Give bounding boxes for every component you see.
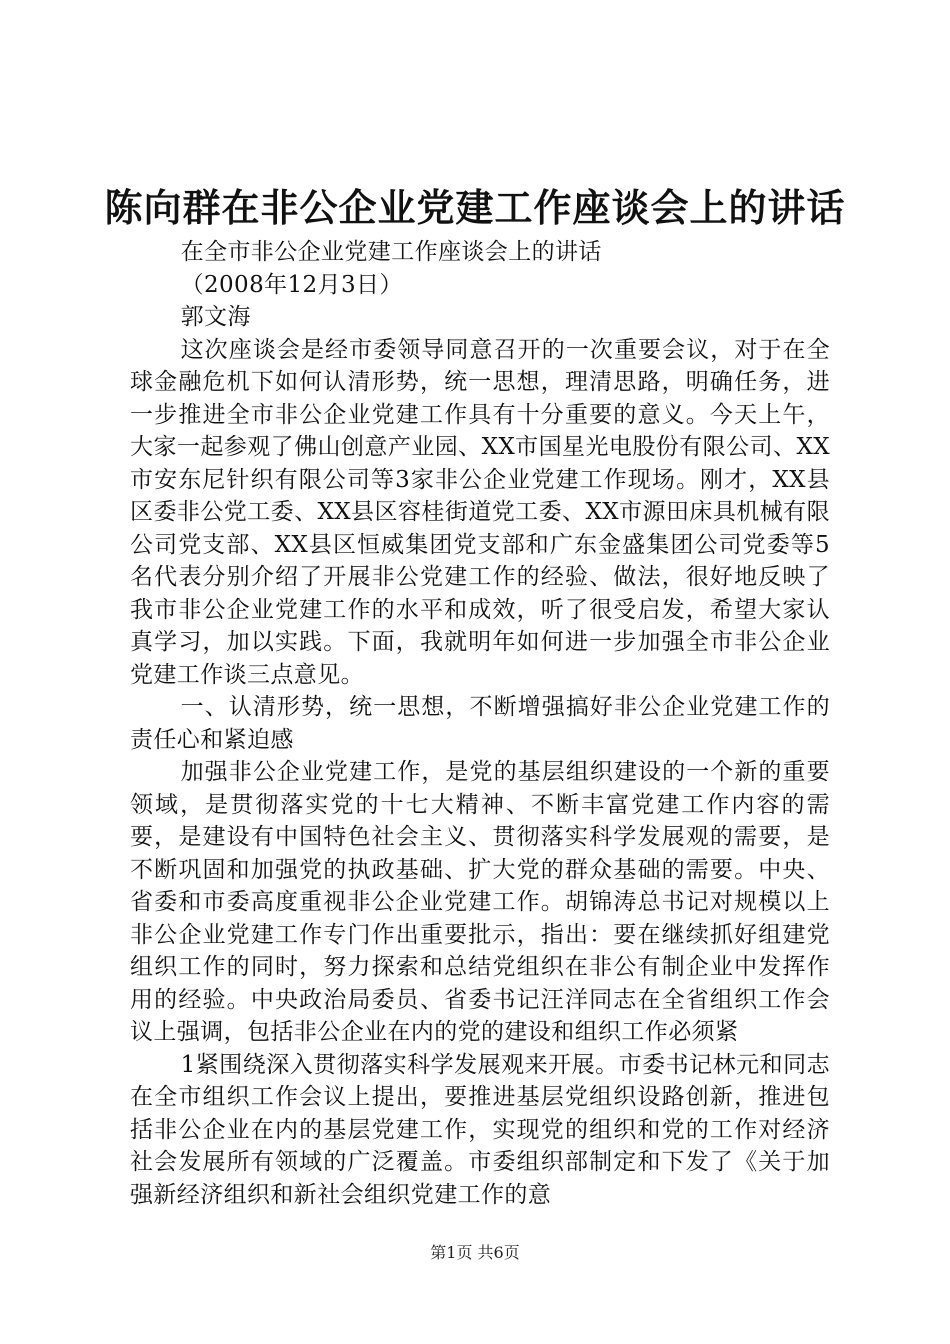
body-paragraph: 1紧围绕深入贯彻落实科学发展观来开展。市委书记林元和同志在全市组织工作会议上提出，要推进基层党组织设路创新，推进包括非公企业在内的基层党建工作，实现党的组织和党的工作对经济社会发展所有领域的广泛覆盖。市委组织部制定和下发了《关于加强新经济组织和新社会组织党建工作的意	[130, 1051, 830, 1208]
section-heading: 一、认清形势，统一思想，不断增强搞好非公企业党建工作的责任心和紧迫感	[130, 694, 830, 753]
document-subtitle: 在全市非公企业党建工作座谈会上的讲话	[180, 239, 602, 265]
document-title: 陈向群在非公企业党建工作座谈会上的讲话	[104, 185, 846, 230]
document-body	[130, 236, 830, 1211]
body-paragraph: 这次座谈会是经市委领导同意召开的一次重要会议，对于在全球金融危机下如何认清形势，统一思想，理清思路，明确任务，进一步推进全市非公企业党建工作具有十分重要的意义。今天上午，大家一起参观了佛山创意产业园、XX市国星光电股份有限公司、XX市安东尼针织有限公司等3家非公企业党建工作现场。刚才，XX县区委非公党工委、XX县区容桂街道党工委、XX市源田床具机械有限公司党支部、XX县区恒威集团党支部和广东金盛集团公司党委等5名代表分别介绍了开展非公党建工作的经验、做法，很好地反映了我市非公企业党建工作的水平和成效，听了很受启发，希望大家认真学习，加以实践。下面，我就明年如何进一步加强全市非公企业党建工作谈三点意见。	[130, 336, 830, 688]
document-date: （2008年12月3日）	[180, 271, 403, 298]
body-paragraph: 加强非公企业党建工作，是党的基层组织建设的一个新的重要领域，是贯彻落实党的十七大精神、不断丰富党建工作内容的需要，是建设有中国特色社会主义、贯彻落实科学发展观的需要，是不断巩固和加强党的执政基础、扩大党的群众基础的需要。中央、省委和市委高度重视非公企业党建工作。胡锦涛总书记对规模以上非公企业党建工作专门作出重要批示，指出：要在继续抓好组建党组织工作的同时，努力探索和总结党组织在非公有制企业中发挥作用的经验。中央政治局委员、省委书记汪洋同志在全省组织工作会议上强调，包括非公企业在内的党的建设和组织工作必须紧	[130, 759, 830, 1045]
page-number: 第1页 共6页	[430, 1243, 520, 1262]
document-author: 郭文海	[180, 304, 251, 330]
